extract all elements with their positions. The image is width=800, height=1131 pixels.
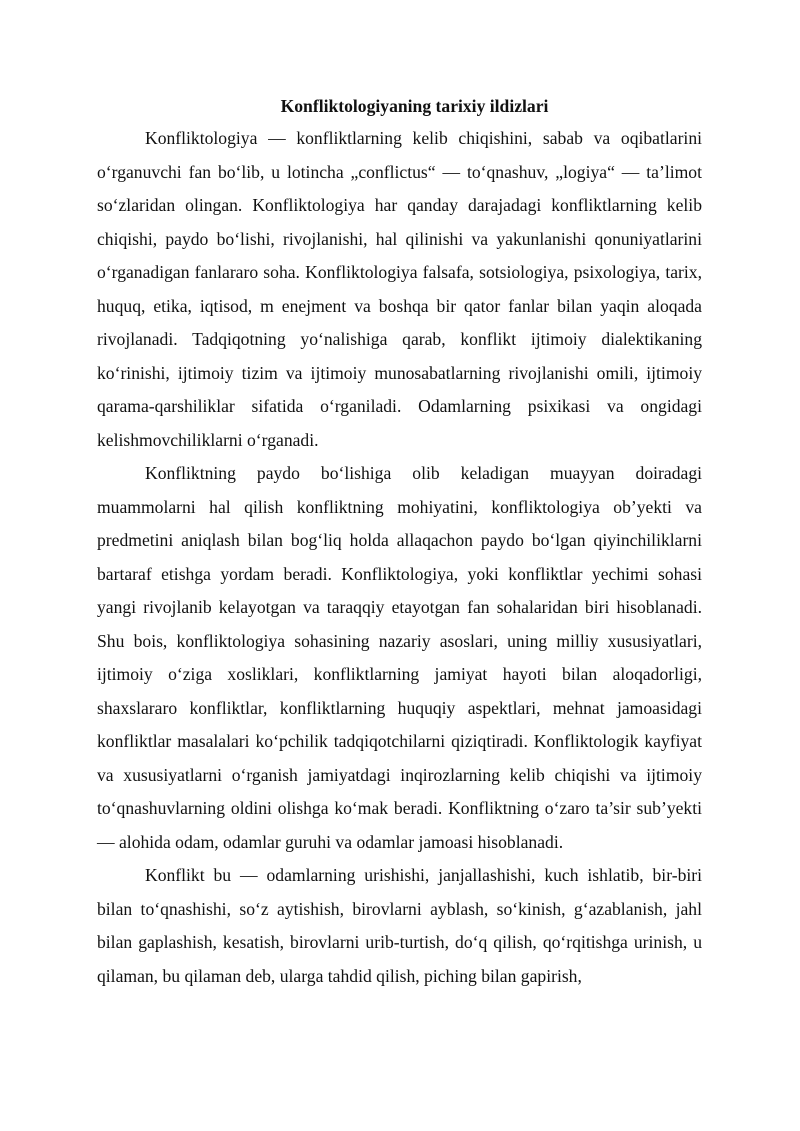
document-body <box>97 91 702 993</box>
paragraph-3: Konflikt bu — odamlarning urishishi, janjallashishi, kuch ishlatib, bir-biri bilan to‘qnashishi, so‘z aytishish, birovlarni ayblash, so‘kinish, g‘azablanish, jahl bilan gaplashish, kesatish, birovlarni urib-turtish, do‘q qilish, qo‘rqitishga urinish, u qilaman, bu qilaman deb, ularga tahdid qilish, piching bilan gapirish, <box>97 865 702 986</box>
document-title: Konfliktologiyaning tarixiy ildizlari <box>280 96 549 116</box>
paragraph-1: Konfliktologiya — konfliktlarning kelib chiqishini, sabab va oqibatlarini o‘rganuvchi fan bo‘lib, u lotincha „conflictus“ — to‘qnashuv, „logiya“ — ta’limot so‘zlaridan olingan. Konfliktologiya har qanday darajadagi konfliktlarning kelib chiqishi, paydo bo‘lishi, rivojlanishi, hal qilinishi va yakunlanishi qonuniyatlarini o‘rganadigan fanlararo soha. Konfliktologiya falsafa, sotsiologiya, psixologiya, tarix, huquq, etika, iqtisod, m enejment va boshqa bir qator fanlar bilan yaqin aloqada rivojlanadi. Tadqiqotning yo‘nalishiga qarab, konflikt ijtimoiy dialektikaning ko‘rinishi, ijtimoiy tizim va ijtimoiy munosabatlarning rivojlanishi omili, ijtimoiy qarama-qarshiliklar sifatida o‘rganiladi. Odamlarning psixikasi va ongidagi kelishmovchiliklarni o‘rganadi. <box>97 128 702 450</box>
paragraph-2: Konfliktning paydo bo‘lishiga olib keladigan muayyan doiradagi muammolarni hal qilish konfliktning mohiyatini, konfliktologiya ob’yekti va predmetini aniqlash bilan bog‘liq holda allaqachon paydo bo‘lgan qiyinchiliklarni bartaraf etishga yordam beradi. Konfliktologiya, yoki konfliktlar yechimi sohasi yangi rivojlanib kelayotgan va taraqqiy etayotgan fan sohalaridan biri hisoblanadi. Shu bois, konfliktologiya sohasining nazariy asoslari, uning milliy xususiyatlari, ijtimoiy o‘ziga xosliklari, konfliktlarning jamiyat hayoti bilan aloqadorligi, shaxslararo konfliktlar, konfliktlarning huquqiy aspektlari, mehnat jamoasidagi konfliktlar masalalari ko‘pchilik tadqiqotchilarni qiziqtiradi. Konfliktologik kayfiyat va xususiyatlarni o‘rganish jamiyatdagi inqirozlarning kelib chiqishi va ijtimoiy to‘qnashuvlarning oldini olishga ko‘mak beradi. Konfliktning o‘zaro ta’sir sub’yekti — alohida odam, odamlar guruhi va odamlar jamoasi hisoblanadi. <box>97 463 702 852</box>
